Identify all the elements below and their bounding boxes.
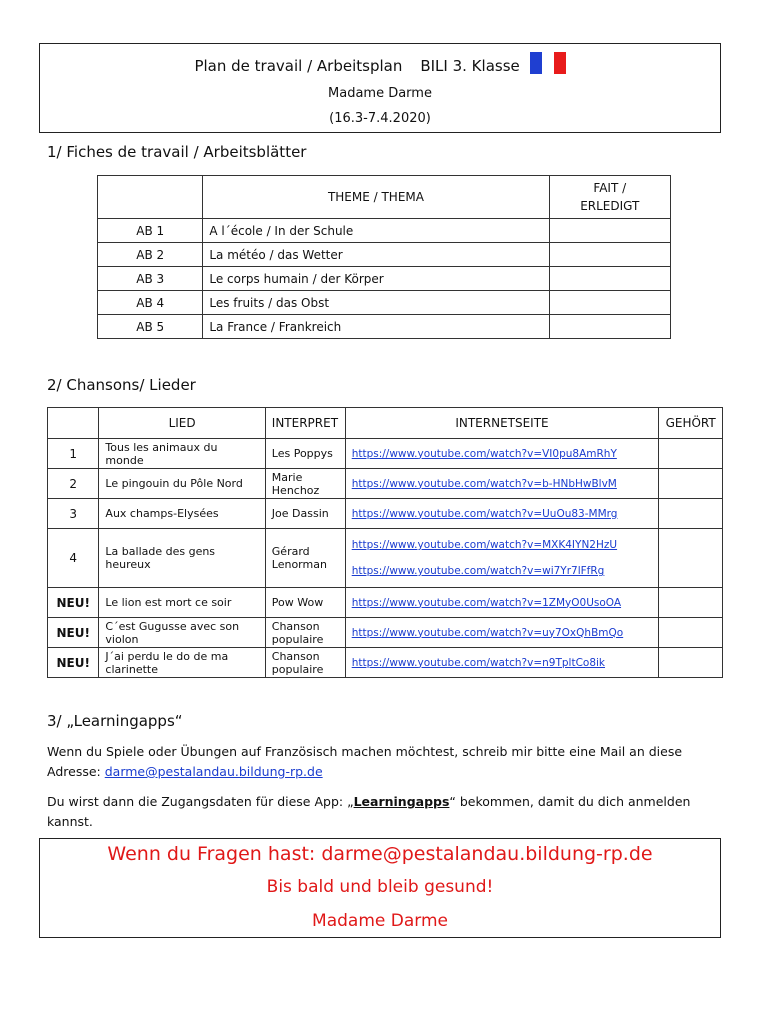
song-title: Le lion est mort ce soir (99, 588, 265, 618)
paragraph-app (47, 792, 727, 832)
song-title: Tous les animaux du monde (99, 439, 265, 469)
ab-id: AB 3 (98, 267, 203, 291)
done-cell[interactable] (549, 291, 670, 315)
song-interpret: Gérard Lenorman (265, 529, 345, 588)
song-interpret: Chanson populaire (265, 618, 345, 648)
date-range: (16.3-7.4.2020) (329, 111, 431, 126)
heard-cell[interactable] (659, 648, 723, 678)
new-badge: NEU! (48, 618, 99, 648)
ab-theme: La météo / das Wetter (203, 243, 549, 267)
song-interpret: Les Poppys (265, 439, 345, 469)
done-cell[interactable] (549, 315, 670, 339)
teacher-name: Madame Darme (328, 86, 432, 101)
flag-blue (530, 52, 542, 74)
song-link-alt[interactable]: https://www.youtube.com/watch?v=wi7Yr7lFfRg (351, 565, 605, 577)
song-interpret: Marie Henchoz (265, 469, 345, 499)
header-blank (98, 176, 203, 219)
flag-white (542, 52, 554, 74)
header-gehort: GEHÖRT (659, 408, 723, 439)
heard-cell[interactable] (659, 588, 723, 618)
section2-heading: 2/ Chansons/ Lieder (47, 376, 196, 394)
heard-cell[interactable] (659, 439, 723, 469)
song-link[interactable]: https://www.youtube.com/watch?v=b-HNbHwBlvM (351, 477, 617, 490)
ab-id: AB 4 (98, 291, 203, 315)
header-done (549, 176, 670, 219)
page-title: Plan de travail / Arbeitsplan (194, 57, 403, 75)
new-badge: NEU! (48, 588, 99, 618)
paragraph-app-text-b: “ bekommen, damit du dich anmelden kannst. (47, 794, 691, 829)
heard-cell[interactable] (659, 529, 723, 588)
table-row (48, 618, 723, 648)
song-link[interactable]: https://www.youtube.com/watch?v=uy7OxQhBmQo (351, 626, 624, 639)
worksheets-table (97, 175, 671, 339)
paragraph-mail (47, 742, 727, 782)
song-number: 1 (48, 439, 99, 469)
song-interpret: Joe Dassin (265, 499, 345, 529)
greeting-line: Bis bald und bleib gesund! (266, 877, 494, 897)
heard-cell[interactable] (659, 469, 723, 499)
flag-red (554, 52, 566, 74)
section3-heading: 3/ „Learningapps“ (47, 712, 183, 730)
song-number: 2 (48, 469, 99, 499)
song-title: C´est Gugusse avec son violon (99, 618, 265, 648)
song-number: 4 (48, 529, 99, 588)
table-row (48, 648, 723, 678)
paragraph-mail-text: Wenn du Spiele oder Übungen auf Französisch machen möchtest, schreib mir bitte eine Mail an diese Adresse: (47, 744, 683, 779)
table-row (48, 499, 723, 529)
ab-theme: Le corps humain / der Körper (203, 267, 549, 291)
table-row (98, 315, 671, 339)
title-line (40, 52, 720, 75)
heard-cell[interactable] (659, 618, 723, 648)
paragraph-app-text-a: Du wirst dann die Zugangsdaten für diese App: „ (47, 794, 354, 809)
table-row (98, 267, 671, 291)
song-link[interactable]: https://www.youtube.com/watch?v=UuOu83-MMrg (351, 507, 618, 520)
app-name: Learningapps (353, 794, 450, 809)
header-done-2: ERLEDIGT (580, 199, 640, 213)
signature-line: Madame Darme (312, 911, 448, 931)
ab-id: AB 1 (98, 219, 203, 243)
contact-line: Wenn du Fragen hast: darme@pestalandau.bildung-rp.de (107, 843, 653, 865)
header-theme: THEME / THEMA (203, 176, 549, 219)
contact-box (39, 838, 721, 938)
song-link[interactable]: https://www.youtube.com/watch?v=n9TpltCo8ik (351, 656, 606, 669)
song-title: La ballade des gens heureux (99, 529, 265, 588)
ab-id: AB 2 (98, 243, 203, 267)
heard-cell[interactable] (659, 499, 723, 529)
song-link[interactable]: https://www.youtube.com/watch?v=VI0pu8AmRhY (351, 447, 617, 460)
ab-theme: A l´école / In der Schule (203, 219, 549, 243)
done-cell[interactable] (549, 243, 670, 267)
new-badge: NEU! (48, 648, 99, 678)
song-title: J´ai perdu le do de ma clarinette (99, 648, 265, 678)
table-row (98, 291, 671, 315)
table-row (48, 529, 723, 588)
table-row (48, 588, 723, 618)
table-row (98, 219, 671, 243)
song-interpret: Chanson populaire (265, 648, 345, 678)
table-row (48, 469, 723, 499)
song-link[interactable]: https://www.youtube.com/watch?v=MXK4IYN2HzU (351, 539, 618, 551)
table-row (48, 439, 723, 469)
song-interpret: Pow Wow (265, 588, 345, 618)
ab-id: AB 5 (98, 315, 203, 339)
header-box (39, 43, 721, 133)
song-link[interactable]: https://www.youtube.com/watch?v=1ZMyO0UsoOA (351, 596, 622, 609)
ab-theme: La France / Frankreich (203, 315, 549, 339)
french-flag-icon (530, 52, 566, 74)
ab-theme: Les fruits / das Obst (203, 291, 549, 315)
header-done-1: FAIT / (593, 181, 627, 195)
header-interpret: INTERPRET (265, 408, 345, 439)
song-title: Le pingouin du Pôle Nord (99, 469, 265, 499)
header-number (48, 408, 99, 439)
songs-table (47, 407, 723, 678)
song-title: Aux champs-Elysées (99, 499, 265, 529)
section1-heading: 1/ Fiches de travail / Arbeitsblätter (47, 143, 307, 161)
header-lied: LIED (99, 408, 265, 439)
done-cell[interactable] (549, 219, 670, 243)
done-cell[interactable] (549, 267, 670, 291)
song-number: 3 (48, 499, 99, 529)
class-label: BILI 3. Klasse (420, 57, 520, 75)
email-link[interactable]: darme@pestalandau.bildung-rp.de (104, 764, 323, 779)
table-row (98, 243, 671, 267)
header-internetseite: INTERNETSEITE (345, 408, 659, 439)
